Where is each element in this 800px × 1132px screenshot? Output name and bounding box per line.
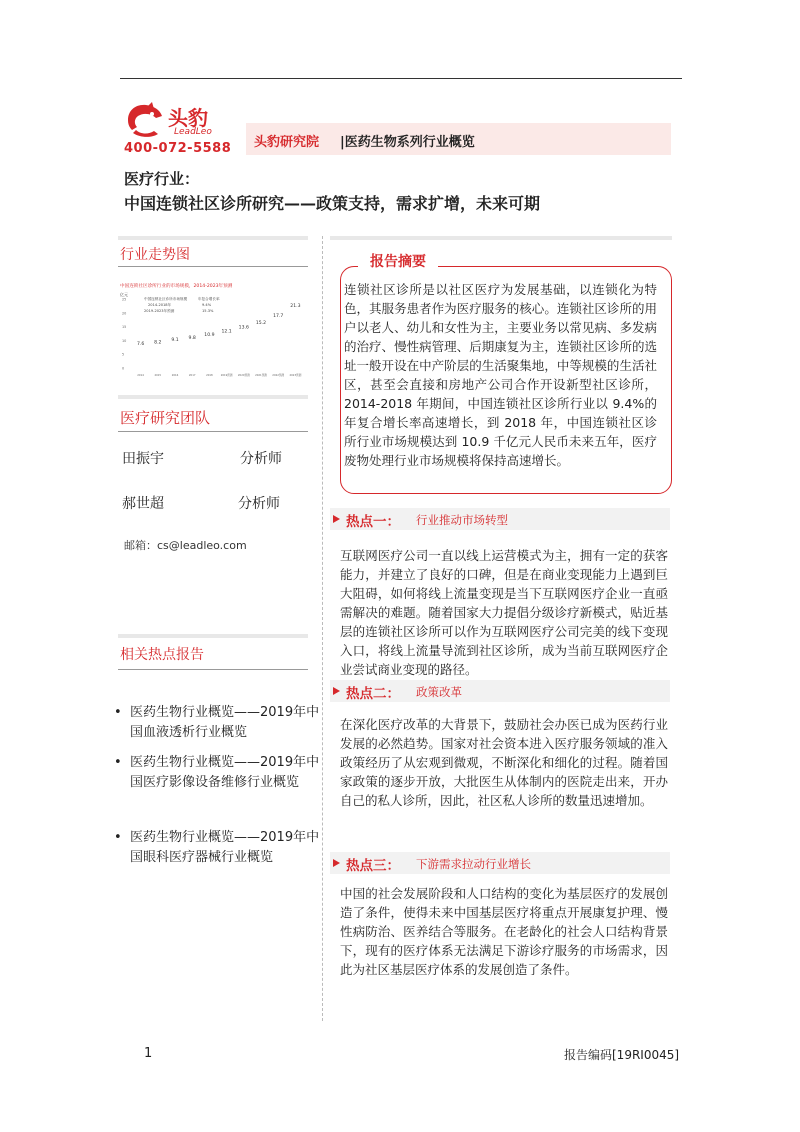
- hotspot-text: 在深化医疗改革的大背景下，鼓励社会办医已成为医药行业发展的必然趋势。国家对社会资本进入医疗服务领域的准入政策经历了从宏观到微观，不断深化和细化的过程。随着国家政策的逐步开放，大批医生从体制内的医院走出来，开办自己的私人诊所，因此，社区私人诊所的数量迅速增加。: [340, 717, 668, 808]
- summary-label: 报告摘要: [358, 251, 438, 273]
- chart-bar: [273, 319, 282, 368]
- chart-legend-series: 中国连锁社区诊所市场规模: [144, 297, 188, 301]
- report-code: 报告编码[19RI0045]: [564, 1048, 680, 1062]
- hotspot-text: 互联网医疗公司一直以线上运营模式为主，拥有一定的获客能力，并建立了良好的口碑，但是在商业变现能力上遇到巨大阻碍，如何将线上流量变现是当下互联网医疗企业一直亟需解决的难题。随着国家大力提倡分级诊疗新模式，贴近基层的连锁社区诊所可以作为互联网医疗公司完美的线下变现入口，将线上流量导流到社区诊所，成为当前互联网医疗企业尝试商业变现的路径。: [340, 548, 668, 677]
- y-tick-label: 5: [122, 352, 125, 357]
- hotspot-header: [330, 508, 670, 530]
- bullet-icon: •: [114, 705, 122, 720]
- logo-english-text: LeadLeo: [174, 127, 212, 137]
- chart-bar: [136, 347, 145, 368]
- hotspot-subtitle: 下游需求拉动行业增长: [416, 857, 531, 871]
- x-tick-label: 2020预测: [237, 374, 250, 377]
- bar-value-label: 13.6: [238, 325, 249, 331]
- report-link-text[interactable]: 医药生物行业概览——2019年中国医疗影像设备维修行业概览: [130, 755, 320, 790]
- reports-divider: [118, 669, 308, 670]
- chart-legend-period1: 2014-2018年: [148, 303, 172, 307]
- x-tick-label: 2014: [137, 374, 144, 377]
- chart-bar: [187, 341, 196, 368]
- x-tick-label: 2018: [206, 374, 213, 377]
- chart-cagr-heading: 年复合增长率: [198, 297, 220, 301]
- trend-divider: [118, 266, 308, 267]
- page-number: 1: [144, 1046, 153, 1061]
- bar-value-label: 17.7: [273, 314, 284, 320]
- x-tick-label: 2015: [154, 374, 162, 377]
- chart-bar: [291, 309, 300, 368]
- bar-value-label: 12.1: [221, 329, 232, 335]
- hotspot-title: 热点一：: [346, 514, 400, 530]
- triangle-icon: [333, 515, 340, 523]
- hotspot-header: [330, 680, 670, 702]
- report-link-text[interactable]: 医药生物行业概览——2019年中国血液透析行业概览: [130, 705, 320, 740]
- bar-value-label: 15.2: [255, 321, 267, 327]
- contact-email[interactable]: 邮箱：cs@leadleo.com: [124, 539, 247, 552]
- triangle-icon: [333, 687, 340, 695]
- y-tick-label: 0: [122, 366, 125, 371]
- y-tick-label: 20: [122, 311, 127, 316]
- series-banner: [246, 123, 671, 155]
- chart-bar: [256, 326, 265, 368]
- related-report-link[interactable]: [114, 753, 320, 813]
- x-tick-label: 2021预测: [255, 374, 267, 377]
- reports-top-bar: [118, 634, 308, 638]
- bar-value-label: 8.2: [154, 340, 162, 346]
- report-title: 中国连锁社区诊所研究——政策支持，需求扩增，未来可期: [124, 194, 541, 213]
- bullet-icon: •: [114, 755, 122, 770]
- hotspot-subtitle: 政策改革: [416, 685, 462, 699]
- bar-value-label: 7.6: [136, 342, 145, 348]
- main-top-bar: [330, 236, 672, 240]
- x-tick-label: 2019预测: [220, 374, 233, 377]
- team-heading: 医疗研究团队: [120, 409, 211, 427]
- leopard-logo-icon: [122, 100, 166, 138]
- chart-bar: [170, 343, 179, 368]
- chart-bar: [205, 338, 214, 368]
- institute-name: 头豹研究院: [254, 135, 320, 150]
- y-tick-label: 10: [122, 338, 127, 343]
- chart-bar: [153, 345, 162, 368]
- x-tick-label: 2023预测: [289, 374, 302, 377]
- column-divider: [322, 236, 323, 1021]
- team-top-bar: [118, 395, 308, 399]
- chart-title: 中国连锁社区诊所行业的市场规模，2014-2023年预测: [120, 284, 233, 289]
- report-link-text[interactable]: 医药生物行业概览——2019年中国眼科医疗器械行业概览: [130, 830, 320, 865]
- chart-bar: [239, 330, 248, 368]
- report-category: 医疗行业：: [124, 170, 200, 188]
- sidebar-top-bar: [118, 236, 308, 240]
- bar-value-label: 10.9: [204, 332, 215, 338]
- x-tick-label: 2017: [188, 374, 196, 377]
- bullet-icon: •: [114, 830, 122, 845]
- bar-value-label: 9.1: [171, 337, 179, 343]
- chart-cagr-1: 9.4%: [202, 303, 212, 307]
- trend-chart: [118, 279, 308, 381]
- hotspot-text: 中国的社会发展阶段和人口结构的变化为基层医疗的发展创造了条件，使得未来中国基层医疗将重点开展康复护理、慢性病防治、医养结合等服务。在老龄化的社会人口结构背景下，现有的医疗体系无法满足下游诊疗服务的市场需求，因此为社区基层医疗体系的发展创造了条件。: [340, 886, 668, 977]
- hotspot-title: 热点三：: [346, 858, 400, 874]
- analyst-role: 分析师: [240, 451, 282, 467]
- chart-legend-period2: 2019-2023年预测: [144, 309, 175, 313]
- top-rule: [120, 78, 682, 79]
- x-tick-label: 2022预测: [272, 374, 285, 377]
- related-report-link[interactable]: [114, 703, 320, 743]
- chart-bar: [222, 335, 231, 368]
- hotspot-subtitle: 行业推动市场转型: [416, 513, 508, 527]
- phone-number: 400-072-5588: [124, 141, 232, 156]
- related-report-link[interactable]: [114, 828, 320, 888]
- hotspot-header: [330, 852, 670, 874]
- series-name: |医药生物系列行业概览: [340, 135, 475, 150]
- triangle-icon: [333, 859, 340, 867]
- y-tick-label: 25: [122, 297, 127, 302]
- chart-unit: 亿元: [120, 292, 128, 297]
- trend-heading: 行业走势图: [120, 247, 190, 263]
- chart-cagr-2: 15.3%: [202, 309, 214, 313]
- bar-value-label: 21.3: [290, 304, 301, 310]
- analyst-name: 郝世超: [122, 496, 164, 512]
- analyst-name: 田振宇: [122, 451, 164, 467]
- analyst-role: 分析师: [238, 496, 280, 512]
- y-tick-label: 15: [122, 325, 127, 330]
- team-divider: [118, 431, 308, 432]
- x-tick-label: 2016: [171, 374, 179, 377]
- logo-chinese-text: 头豹: [168, 106, 208, 130]
- summary-text: 连锁社区诊所是以社区医疗为发展基础，以连锁化为特色，其服务患者作为医疗服务的核心。连锁社区诊所的用户以老人、幼儿和女性为主，主要业务以常见病、多发病的治疗、慢性病管理、后期康复为主，连锁社区诊所的选址一般开设在中产阶层的生活聚集地，中等规模的生活社区，甚至会直接和房地产公司合作开设新型社区诊所，2014-2018 年期间，中国连锁社区诊所行业以 9.4%的年复合增长率高速增长，到 2018 年，中国连锁社区诊所行业市场规模达到 10.9 千亿元人民币未来五年，医疗废物处理行业市场规模将保持高速增长。: [344, 282, 657, 468]
- trend-chart-svg: [118, 279, 308, 381]
- hotspot-title: 热点二：: [346, 686, 400, 702]
- bar-value-label: 9.8: [188, 335, 196, 341]
- reports-heading: 相关热点报告: [120, 647, 204, 663]
